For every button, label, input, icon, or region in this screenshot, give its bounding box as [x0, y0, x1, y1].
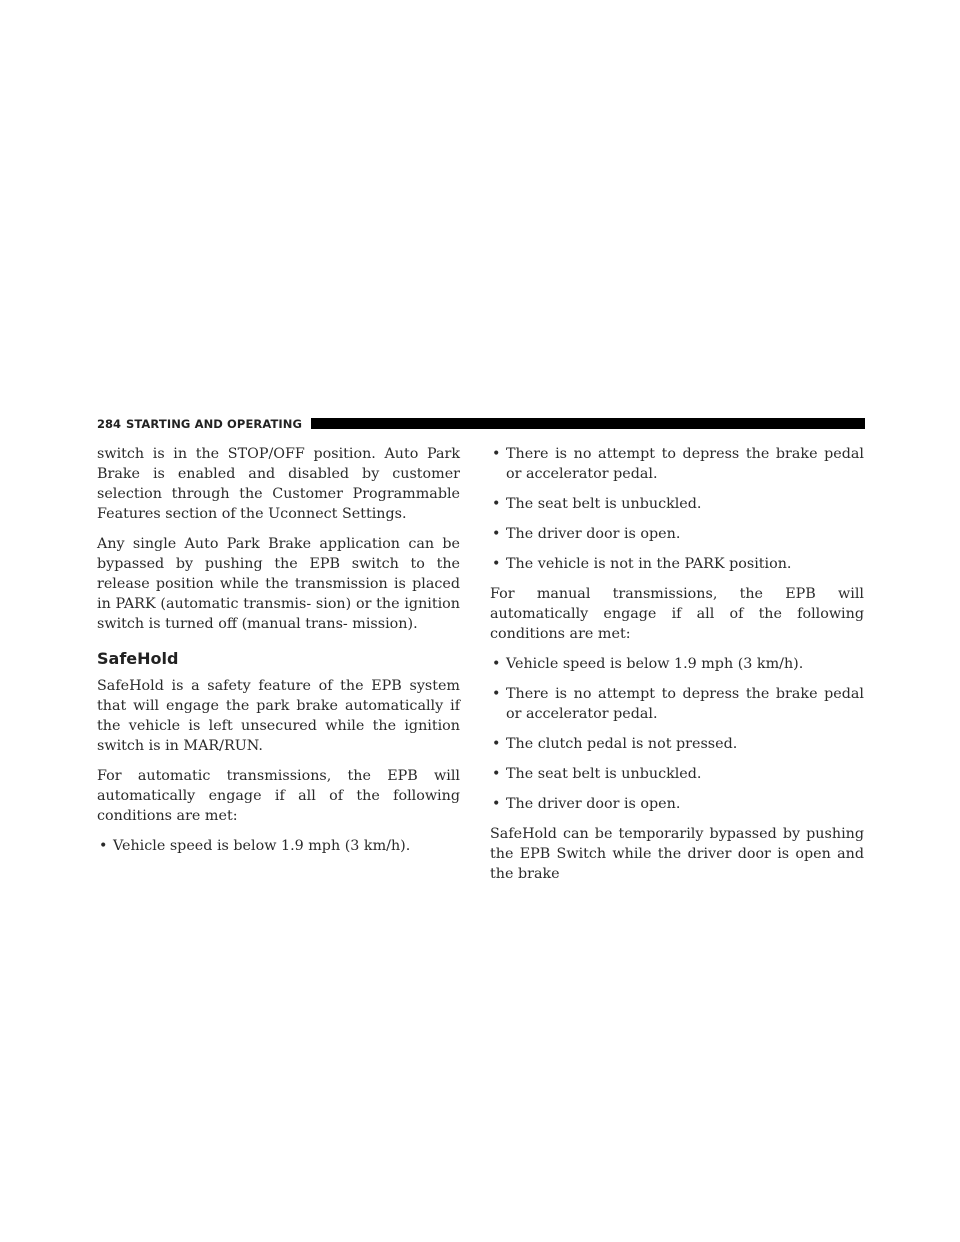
header-rule: [311, 418, 865, 429]
bullet-list: [490, 444, 864, 574]
page-header: [97, 417, 865, 431]
list-item: [490, 684, 864, 724]
list-item-text: There is no attempt to depress the brake pedal or accelerator pedal.: [506, 446, 864, 482]
bullet-icon: •: [492, 686, 501, 702]
list-item: [490, 494, 864, 514]
bullet-icon: •: [492, 766, 501, 782]
bullet-icon: •: [492, 656, 501, 672]
bullet-icon: •: [492, 496, 501, 512]
bullet-icon: •: [492, 556, 501, 572]
list-item-text: The driver door is open.: [506, 526, 681, 542]
list-item-text: The vehicle is not in the PARK position.: [506, 556, 792, 572]
paragraph: SafeHold can be temporarily bypassed by pushing the EPB Switch while the driver door is open and the brake: [490, 826, 864, 882]
list-item: [490, 444, 864, 484]
bullet-icon: •: [492, 446, 501, 462]
list-item-text: The driver door is open.: [506, 796, 681, 812]
bullet-list: [97, 836, 460, 856]
list-item-text: The clutch pedal is not pressed.: [506, 736, 738, 752]
list-item-text: The seat belt is unbuckled.: [506, 496, 702, 512]
bullet-list: [490, 654, 864, 814]
section-title: STARTING AND OPERATING: [126, 417, 303, 431]
bullet-icon: •: [492, 526, 501, 542]
section-heading: SafeHold: [97, 649, 179, 668]
list-item: [490, 554, 864, 574]
bullet-icon: •: [492, 736, 501, 752]
list-item-text: Vehicle speed is below 1.9 mph (3 km/h).: [113, 838, 411, 854]
list-item-text: There is no attempt to depress the brake pedal or accelerator pedal.: [506, 686, 864, 722]
paragraph: switch is in the STOP/OFF position. Auto Park Brake is enabled and disabled by customer selection through the Customer Programmable Features section of the Uconnect Settings.: [97, 446, 460, 522]
right-column: [490, 444, 864, 894]
list-item: [490, 654, 864, 674]
list-item: [97, 836, 460, 856]
list-item-text: Vehicle speed is below 1.9 mph (3 km/h).: [506, 656, 804, 672]
page-number: 284: [97, 417, 122, 431]
bullet-icon: •: [99, 838, 108, 854]
paragraph: SafeHold is a safety feature of the EPB system that will engage the park brake automatically if the vehicle is left unsecured while the ignition switch is in MAR/RUN.: [97, 678, 460, 754]
paragraph: Any single Auto Park Brake application can be bypassed by pushing the EPB switch to the release position while the transmission is placed in PARK (automatic transmis- sion) or the ignition switch is turned off (manual trans- mission).: [97, 536, 460, 632]
list-item: [490, 734, 864, 754]
left-column: [97, 444, 460, 866]
paragraph: For manual transmissions, the EPB will automatically engage if all of the following conditions are met:: [490, 586, 864, 642]
list-item: [490, 524, 864, 544]
paragraph: For automatic transmissions, the EPB will automatically engage if all of the following conditions are met:: [97, 768, 460, 824]
list-item: [490, 794, 864, 814]
list-item: [490, 764, 864, 784]
bullet-icon: •: [492, 796, 501, 812]
list-item-text: The seat belt is unbuckled.: [506, 766, 702, 782]
